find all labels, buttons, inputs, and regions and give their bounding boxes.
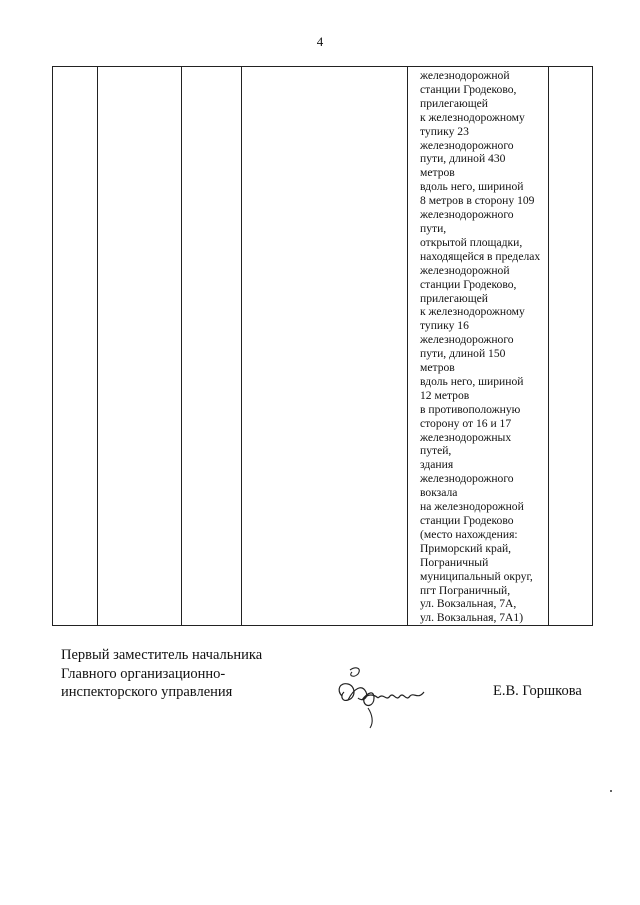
table-cell-empty xyxy=(182,67,242,626)
table-row xyxy=(53,67,593,626)
signatory-position xyxy=(61,646,262,702)
document-table xyxy=(52,66,593,626)
position-line: Главного организационно- xyxy=(61,665,226,682)
description-text: железнодорожной станции Гродеково, прилегающей к железнодорожному тупику 23 железнодорожного пути, длиной 430 метров вдоль него, шириной 8 метров в сторону 109 железнодорожного пути, открытой площадки, находящейся в пределах железнодорожной станции Гродеково, прилегающей к железнодорожному тупику 16 железнодорожного пути, длиной 150 метров вдоль него, шириной 12 метров в противоположную сторону от 16 и 17 железнодорожных путей, здания железнодорожного вокзала на железнодорожной станции Гродеково (место нахождения: Приморский край, Пограничный муниципальный округ, пгт Пограничный, ул. Вокзальная, 7А, ул. Вокзальная, 7А1) xyxy=(420,69,541,625)
table-cell-empty xyxy=(549,67,593,626)
handwritten-signature xyxy=(328,662,438,732)
table-cell-empty xyxy=(98,67,182,626)
signer-name: Е.В. Горшкова xyxy=(493,683,582,699)
page-number: 4 xyxy=(316,34,324,49)
table-cell-description xyxy=(408,67,549,626)
position-line: инспекторского управления xyxy=(61,684,233,700)
table-cell-empty xyxy=(242,67,408,626)
position-line: Первый заместитель начальника xyxy=(61,647,263,663)
scan-speck xyxy=(610,790,612,792)
table-cell-empty xyxy=(53,67,98,626)
